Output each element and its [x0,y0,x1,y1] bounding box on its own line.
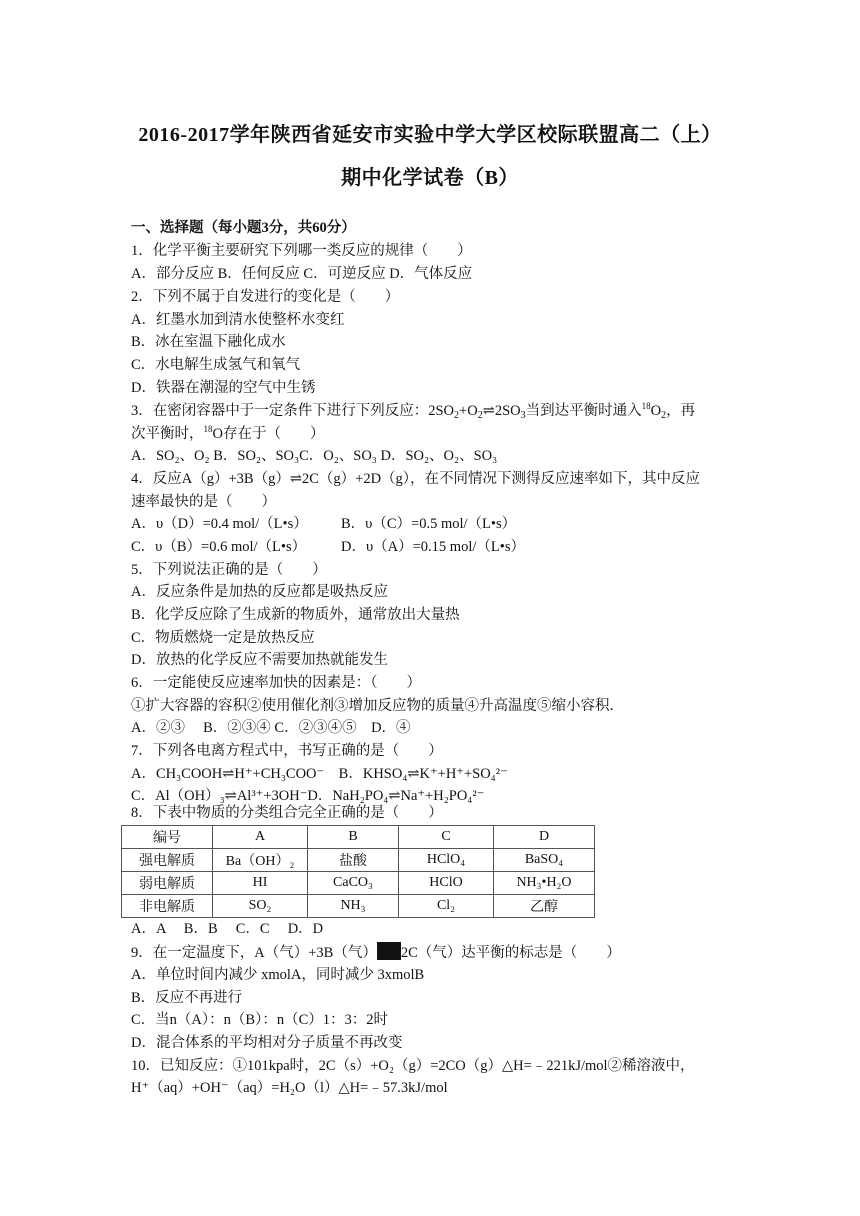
table-cell: HClO₄ [399,849,494,872]
q2-option-c: C．水电解生成氢气和氧气 [131,357,301,373]
table-header-cell: A [213,826,308,849]
q6-items: ①扩大容器的容积②使用催化剂③增加反应物的质量④升高温度⑤缩小容积． [131,698,624,714]
table-cell: CaCO₃ [308,872,399,895]
q9-option-a: A．单位时间内减少 xmolA，同时减少 3xmolB [131,967,425,983]
table-row [122,849,595,872]
q4-option-a: A．υ（D）=0.4 mol/（L•s） [131,516,308,532]
q3-stem: 3．在密闭容器中于一定条件下进行下列反应：$2SO_2+O_2\rightleftharpoons 2SO_3$当到达平衡时通入$^{18}O_2$，再 [131,401,696,421]
q10-stem: 10．已知反应：①101kpa时，2C（s）+O₂（g）=2CO（g）△H=﹣221kJ/mol②稀溶液中， [131,1058,695,1074]
table-cell: 非电解质 [122,895,213,918]
q5-option-d: D．放热的化学反应不需要加热就能发生 [131,652,388,668]
table-cell: 强电解质 [122,849,213,872]
table-header-cell: C [399,826,494,849]
classification-table [121,825,595,918]
q3-stem-cont [131,424,324,444]
q4-option-b: B．υ（C）=0.5 mol/（L•s） [341,516,517,532]
q10-stem-cont: H⁺（aq）+OH⁻（aq）=H₂O（l）△H=﹣57.3kJ/mol [131,1080,448,1096]
table-row [122,872,595,895]
q4-stem: 4．反应A（g）+3B（g）⇌2C（g）+2D（g），在不同情况下测得反应速率如下，其中反应 [131,471,701,487]
q1-stem: 1．化学平衡主要研究下列哪一类反应的规律（ ） [131,243,472,259]
table-cell: 弱电解质 [122,872,213,895]
q4-option-d: D．υ（A）=0.15 mol/（L•s） [341,539,525,555]
q3-options: A．SO₂、O₂ B．SO₂、SO₃C．O₂、SO₃ D．SO₂、O₂、SO₃ [131,448,498,464]
table-cell: Ba（OH）₂ [213,849,308,872]
q9-option-b: B．反应不再进行 [131,990,243,1006]
q5-option-a: A．反应条件是加热的反应都是吸热反应 [131,584,388,600]
q3-isotope-mass: 18 [641,401,651,411]
table-row [122,895,595,918]
table-cell: SO₂ [213,895,308,918]
exam-title-line1: 2016-2017学年陕西省延安市实验中学大学区校际联盟高二（上） [138,124,722,146]
q4-options-cd [131,537,525,557]
q3-text-1: 3．在密闭容器中于一定条件下进行下列反应：2SO [131,403,455,419]
exam-title-line2: 期中化学试卷（B） [341,167,519,189]
q9-option-d: D．混合体系的平均相对分子质量不再改变 [131,1035,403,1051]
q4-option-c: C．υ（B）=0.6 mol/（L•s） [131,539,307,555]
q7-options-cd: C．Al（OH）₃⇌Al³⁺+3OH⁻D．NaH₂PO₄⇌Na⁺+H₂PO₄²⁻ [131,788,485,804]
q3-text-2: +O [459,403,478,419]
table-header-row [122,826,595,849]
q8-stem: 8．下表中物质的分类组合完全正确的是（ ） [131,805,443,821]
q9-option-c: C．当n（A）：n（B）：n（C）1：3：2时 [131,1012,388,1028]
table-cell: NH₃ [308,895,399,918]
q7-options-ab: A．CH₃COOH⇌H⁺+CH₃COO⁻ B．KHSO₄⇌K⁺+H⁺+SO₄²⁻ [131,766,508,782]
q3-text-7: ，再 [666,403,696,419]
q3-text-6: O [650,403,662,419]
table-header-cell: 编号 [122,826,213,849]
q5-stem: 5．下列说法正确的是（ ） [131,562,327,578]
q6-options: A．②③ B．②③④ C．②③④⑤ D．④ [131,720,411,736]
q3-line2-a: 次平衡时， [131,426,204,442]
table-cell: BaSO₄ [494,849,595,872]
table-header-cell: B [308,826,399,849]
q4-options-ab [131,514,516,534]
q9-stem-a: 9．在一定温度下，A（气）+3B（气） [131,945,377,961]
q2-option-d: D．铁器在潮湿的空气中生锈 [131,380,316,396]
q4-stem-cont: 速率最快的是（ ） [131,494,276,510]
table-cell: HI [213,872,308,895]
equilibrium-arrow-image [377,942,401,960]
q3-line2-c: O存在于（ ） [212,426,325,442]
table-cell: NH₃•H₂O [494,872,595,895]
table-header-cell: D [494,826,595,849]
q2-stem: 2．下列不属于自发进行的变化是（ ） [131,289,400,305]
table-cell: Cl₂ [399,895,494,918]
q2-option-a: A．红墨水加到清水使整杯水变红 [131,312,345,328]
q3-text-4: 当到达平衡时通入 [525,403,642,419]
q6-stem: 6．一定能使反应速率加快的因素是：（ ） [131,675,421,691]
q5-option-b: B．化学反应除了生成新的物质外，通常放出大量热 [131,607,460,623]
q2-option-b: B．冰在室温下融化成水 [131,334,286,350]
q8-options: A．A B．B C．C D．D [131,921,324,937]
section-heading: 一、选择题（每小题3分，共60分） [131,220,356,236]
table-cell: HClO [399,872,494,895]
q9-stem [131,942,621,963]
q3-text-3: ⇌2SO [482,403,521,419]
q5-option-c: C．物质燃烧一定是放热反应 [131,630,315,646]
q9-stem-b: 2C（气）达平衡的标志是（ ） [400,945,621,961]
table-cell: 乙醇 [494,895,595,918]
table-cell: 盐酸 [308,849,399,872]
q7-stem: 7．下列各电离方程式中，书写正确的是（ ） [131,743,443,759]
q1-options: A．部分反应 B．任何反应 C．可逆反应 D．气体反应 [131,266,473,282]
q3-line2-isotope: 18 [203,424,213,434]
